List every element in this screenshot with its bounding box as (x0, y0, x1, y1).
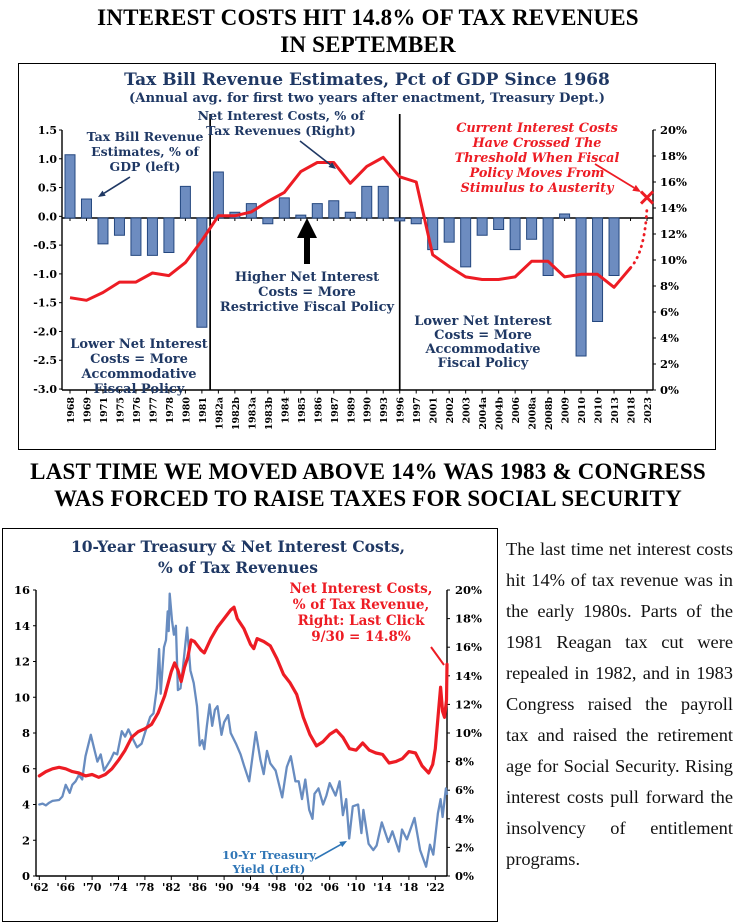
x-axis-label: 1971 (98, 397, 110, 424)
annotation-threshold-note: Stimulus to Austerity (460, 181, 614, 196)
bars-label-arrow-shaft (104, 177, 130, 193)
x-axis-label: 2002 (445, 397, 457, 424)
page-title-line1: INTEREST COSTS HIT 14.8% OF TAX REVENUES (97, 5, 639, 30)
right-axis-label: 2% (455, 840, 474, 855)
left-axis-label: -1.5 (33, 296, 57, 310)
annotation-threshold-note: Threshold When Fiscal (454, 151, 620, 166)
x-axis-label: 1977 (148, 397, 160, 424)
bar (609, 218, 619, 276)
x-axis-label: 2008a (527, 397, 539, 430)
x-axis-label: '82 (161, 881, 181, 894)
x-axis-label: '90 (214, 881, 234, 894)
x-axis-label: 1986 (313, 397, 325, 424)
x-axis-label: '62 (29, 881, 49, 894)
x-axis-label: 2006 (511, 397, 523, 424)
left-axis-label: 8 (21, 726, 30, 740)
x-axis-label: 1982b (230, 397, 242, 431)
higher-note-arrow-head (297, 218, 317, 238)
x-axis-label: '98 (267, 881, 287, 894)
x-axis-label: '66 (56, 881, 76, 894)
left-axis-label: 14 (13, 618, 30, 633)
bar (180, 186, 190, 218)
section-title-line2: WAS FORCED TO RAISE TAXES FOR SOCIAL SECURITY (54, 486, 682, 511)
annotation-line-label: Tax Revenues (Right) (206, 123, 356, 138)
right-axis-label: 6% (660, 305, 679, 319)
bar (411, 218, 421, 224)
left-axis-label: 1.5 (37, 124, 57, 137)
bar (65, 155, 75, 218)
left-axis-label: -2.5 (33, 354, 57, 368)
right-axis-label: 0% (455, 869, 474, 883)
annotation-lower-right-note: Accommodative (425, 342, 541, 357)
x-axis-label: 2010 (593, 397, 605, 424)
x-axis-label: 1968 (66, 397, 77, 424)
left-axis-label: 10 (13, 690, 30, 705)
bar (114, 218, 124, 235)
x-axis-label: 1997 (412, 397, 424, 424)
x-axis-label: 1990 (362, 397, 374, 424)
right-axis-label: 18% (455, 611, 482, 626)
x-axis-label: 2010 (577, 397, 589, 424)
left-axis-label: 2 (21, 833, 30, 848)
bar (510, 218, 520, 250)
bar (576, 218, 586, 356)
right-axis-label: 20% (455, 583, 482, 597)
bar (378, 186, 388, 218)
x-axis-label: 1996 (395, 397, 407, 424)
left-axis-label: 4 (21, 797, 30, 812)
x-axis-label: '94 (241, 881, 260, 894)
side-paragraph: The last time net interest costs hit 14% of tax revenue was in the early 1980s. Parts of the 1981 Reagan tax cut were repealed in 1982, and in 1983 Congress raised the payroll tax and raised the retirement age for Social Security. Rising interest costs pull forward the insolvency of entitlement programs. (506, 539, 733, 869)
right-axis-label: 4% (455, 811, 474, 826)
x-axis-label: 2018 (626, 397, 638, 424)
bar (131, 218, 141, 255)
right-axis-label: 8% (455, 754, 474, 769)
bar (279, 198, 289, 218)
bar (543, 218, 553, 276)
bar (164, 218, 174, 253)
annotation-lower-left-note: Fiscal Policy (93, 382, 185, 397)
annotation-bars-label: Estimates, % of (91, 144, 199, 159)
projection-dotted-line (631, 207, 647, 268)
annotation-higher-note: Costs = More (258, 285, 356, 300)
net-interest-note-pointer (431, 647, 444, 665)
section-title (0, 458, 736, 512)
x-axis-label: 1976 (131, 397, 143, 424)
x-axis-label: 1983b (263, 397, 275, 431)
x-axis-label: '78 (135, 881, 155, 894)
left-axis-label: 0.0 (37, 210, 57, 224)
annotation-net-interest-note: % of Tax Revenue, (292, 597, 430, 613)
right-axis-label: 12% (660, 227, 687, 241)
x-axis-label: 2004b (494, 397, 506, 431)
annotation-net-interest-note: 9/30 = 14.8% (311, 629, 411, 645)
right-axis-label: 10% (455, 726, 482, 740)
x-axis-label: 2023 (643, 397, 655, 424)
x-axis-label: 2013 (610, 397, 622, 424)
bar (296, 215, 306, 218)
top-chart-subtitle: (Annual avg. for first two years after enactment, Treasury Dept.) (128, 91, 606, 106)
left-axis-label: -0.5 (33, 239, 57, 253)
x-axis-label: 2008b (544, 397, 556, 431)
bottom-chart-canvas (3, 529, 495, 919)
right-axis-label: 12% (455, 697, 482, 712)
annotation-threshold-note: Policy Moves From (469, 166, 605, 181)
x-axis-label: 1984 (280, 397, 292, 424)
x-axis-label: 1981 (197, 397, 209, 424)
right-axis-label: 20% (660, 123, 687, 137)
right-axis-label: 18% (660, 149, 687, 163)
bar (98, 218, 108, 244)
x-axis-label: 1989 (346, 397, 358, 424)
annotation-threshold-note: Current Interest Costs (456, 121, 618, 136)
x-axis-label: '86 (188, 881, 208, 894)
annotation-line-label: Net Interest Costs, % of (197, 108, 365, 123)
x-axis-label: '14 (373, 881, 392, 894)
bar (477, 218, 487, 235)
x-axis-label: 2009 (560, 397, 572, 424)
section-title-line1: LAST TIME WE MOVED ABOVE 14% WAS 1983 & CONGRESS (30, 459, 706, 484)
annotation-lower-left-note: Lower Net Interest (70, 337, 208, 352)
annotation-lower-right-note: Fiscal Policy (437, 356, 529, 371)
bar (560, 214, 570, 218)
annotation-treasury-note: Yield (Left) (232, 862, 306, 876)
x-axis-label: 1980 (181, 397, 193, 424)
bottom-chart-title-line2: % of Tax Revenues (158, 558, 318, 577)
bar (329, 201, 339, 218)
bar (263, 218, 273, 224)
annotation-bars-label: GDP (left) (109, 159, 181, 174)
page-title-line2: IN SEPTEMBER (280, 32, 456, 57)
x-axis-label: '10 (346, 881, 366, 894)
left-axis-label: 1.0 (37, 152, 57, 166)
annotation-higher-note: Restrictive Fiscal Policy (219, 300, 395, 315)
x-axis-label: '70 (82, 881, 102, 894)
right-axis-label: 16% (455, 640, 482, 655)
bar (147, 218, 157, 255)
right-axis-label: 0% (660, 383, 679, 397)
x-axis-label: 2001 (428, 397, 440, 424)
left-axis-label: 0.5 (37, 181, 57, 195)
bar (461, 218, 471, 267)
x-axis-label: '22 (425, 881, 445, 894)
left-axis-label: -3.0 (33, 383, 57, 397)
top-chart (18, 63, 716, 450)
x-axis-label: '74 (109, 881, 128, 894)
left-axis-label: 6 (21, 761, 30, 776)
right-axis-label: 10% (660, 253, 687, 267)
annotation-net-interest-note: Right: Last Click (297, 613, 425, 629)
bar (395, 218, 405, 221)
x-axis-label: 1969 (82, 397, 94, 424)
line-label-arrow-shaft (300, 141, 330, 165)
annotation-lower-left-note: Accommodative (81, 367, 197, 382)
bottom-chart-title-line1: 10-Year Treasury & Net Interest Costs, (70, 537, 406, 556)
top-chart-title: Tax Bill Revenue Estimates, Pct of GDP Since 1968 (124, 70, 610, 90)
treasury-note-arrow-shaft (315, 845, 341, 859)
right-axis-label: 6% (455, 783, 474, 798)
annotation-lower-right-note: Costs = More (434, 328, 532, 343)
bar (362, 186, 372, 218)
x-axis-label: 1983a (247, 397, 259, 430)
right-axis-label: 14% (455, 668, 482, 683)
x-axis-label: 1975 (115, 397, 127, 424)
annotation-lower-left-note: Costs = More (90, 352, 188, 367)
page-title (0, 4, 736, 58)
annotation-treasury-note: 10-Yr Treasury (222, 848, 316, 862)
bar (444, 218, 454, 242)
bottom-chart (2, 528, 498, 922)
bar (527, 218, 537, 239)
annotation-threshold-note: Have Crossed The (472, 136, 602, 151)
annotation-higher-note: Higher Net Interest (234, 270, 380, 285)
left-axis-label: -1.0 (33, 267, 57, 281)
x-axis-label: 1978 (164, 397, 176, 424)
left-axis-label: 0 (21, 869, 30, 883)
x-axis-label: 1985 (296, 397, 308, 424)
annotation-net-interest-note: Net Interest Costs, (289, 581, 433, 597)
bar (593, 218, 603, 322)
annotation-lower-right-note: Lower Net Interest (414, 314, 552, 329)
bar (81, 199, 91, 218)
left-axis-label: 12 (13, 654, 30, 669)
x-axis-label: 2004a (478, 397, 490, 430)
x-axis-label: 1987 (329, 397, 341, 424)
x-axis-label: '02 (293, 881, 313, 894)
right-axis-label: 8% (660, 279, 679, 293)
bar (312, 204, 322, 218)
x-axis-label: '18 (399, 881, 419, 894)
bottom-chart-title (3, 536, 473, 578)
annotation-bars-label: Tax Bill Revenue (86, 129, 204, 144)
left-axis-label: -2.0 (33, 325, 57, 339)
right-axis-label: 2% (660, 357, 679, 371)
left-axis-label: 16 (13, 583, 30, 597)
bar (345, 212, 355, 218)
bar (494, 218, 504, 230)
top-chart-canvas (19, 64, 713, 447)
right-axis-label: 14% (660, 201, 687, 215)
x-axis-label: 2003 (461, 397, 473, 424)
right-axis-label: 16% (660, 175, 687, 189)
right-axis-label: 4% (660, 331, 679, 345)
x-axis-label: 1993 (379, 397, 391, 424)
x-axis-label: 1982a (214, 397, 226, 430)
bar (213, 172, 223, 218)
x-axis-label: '06 (320, 881, 340, 894)
